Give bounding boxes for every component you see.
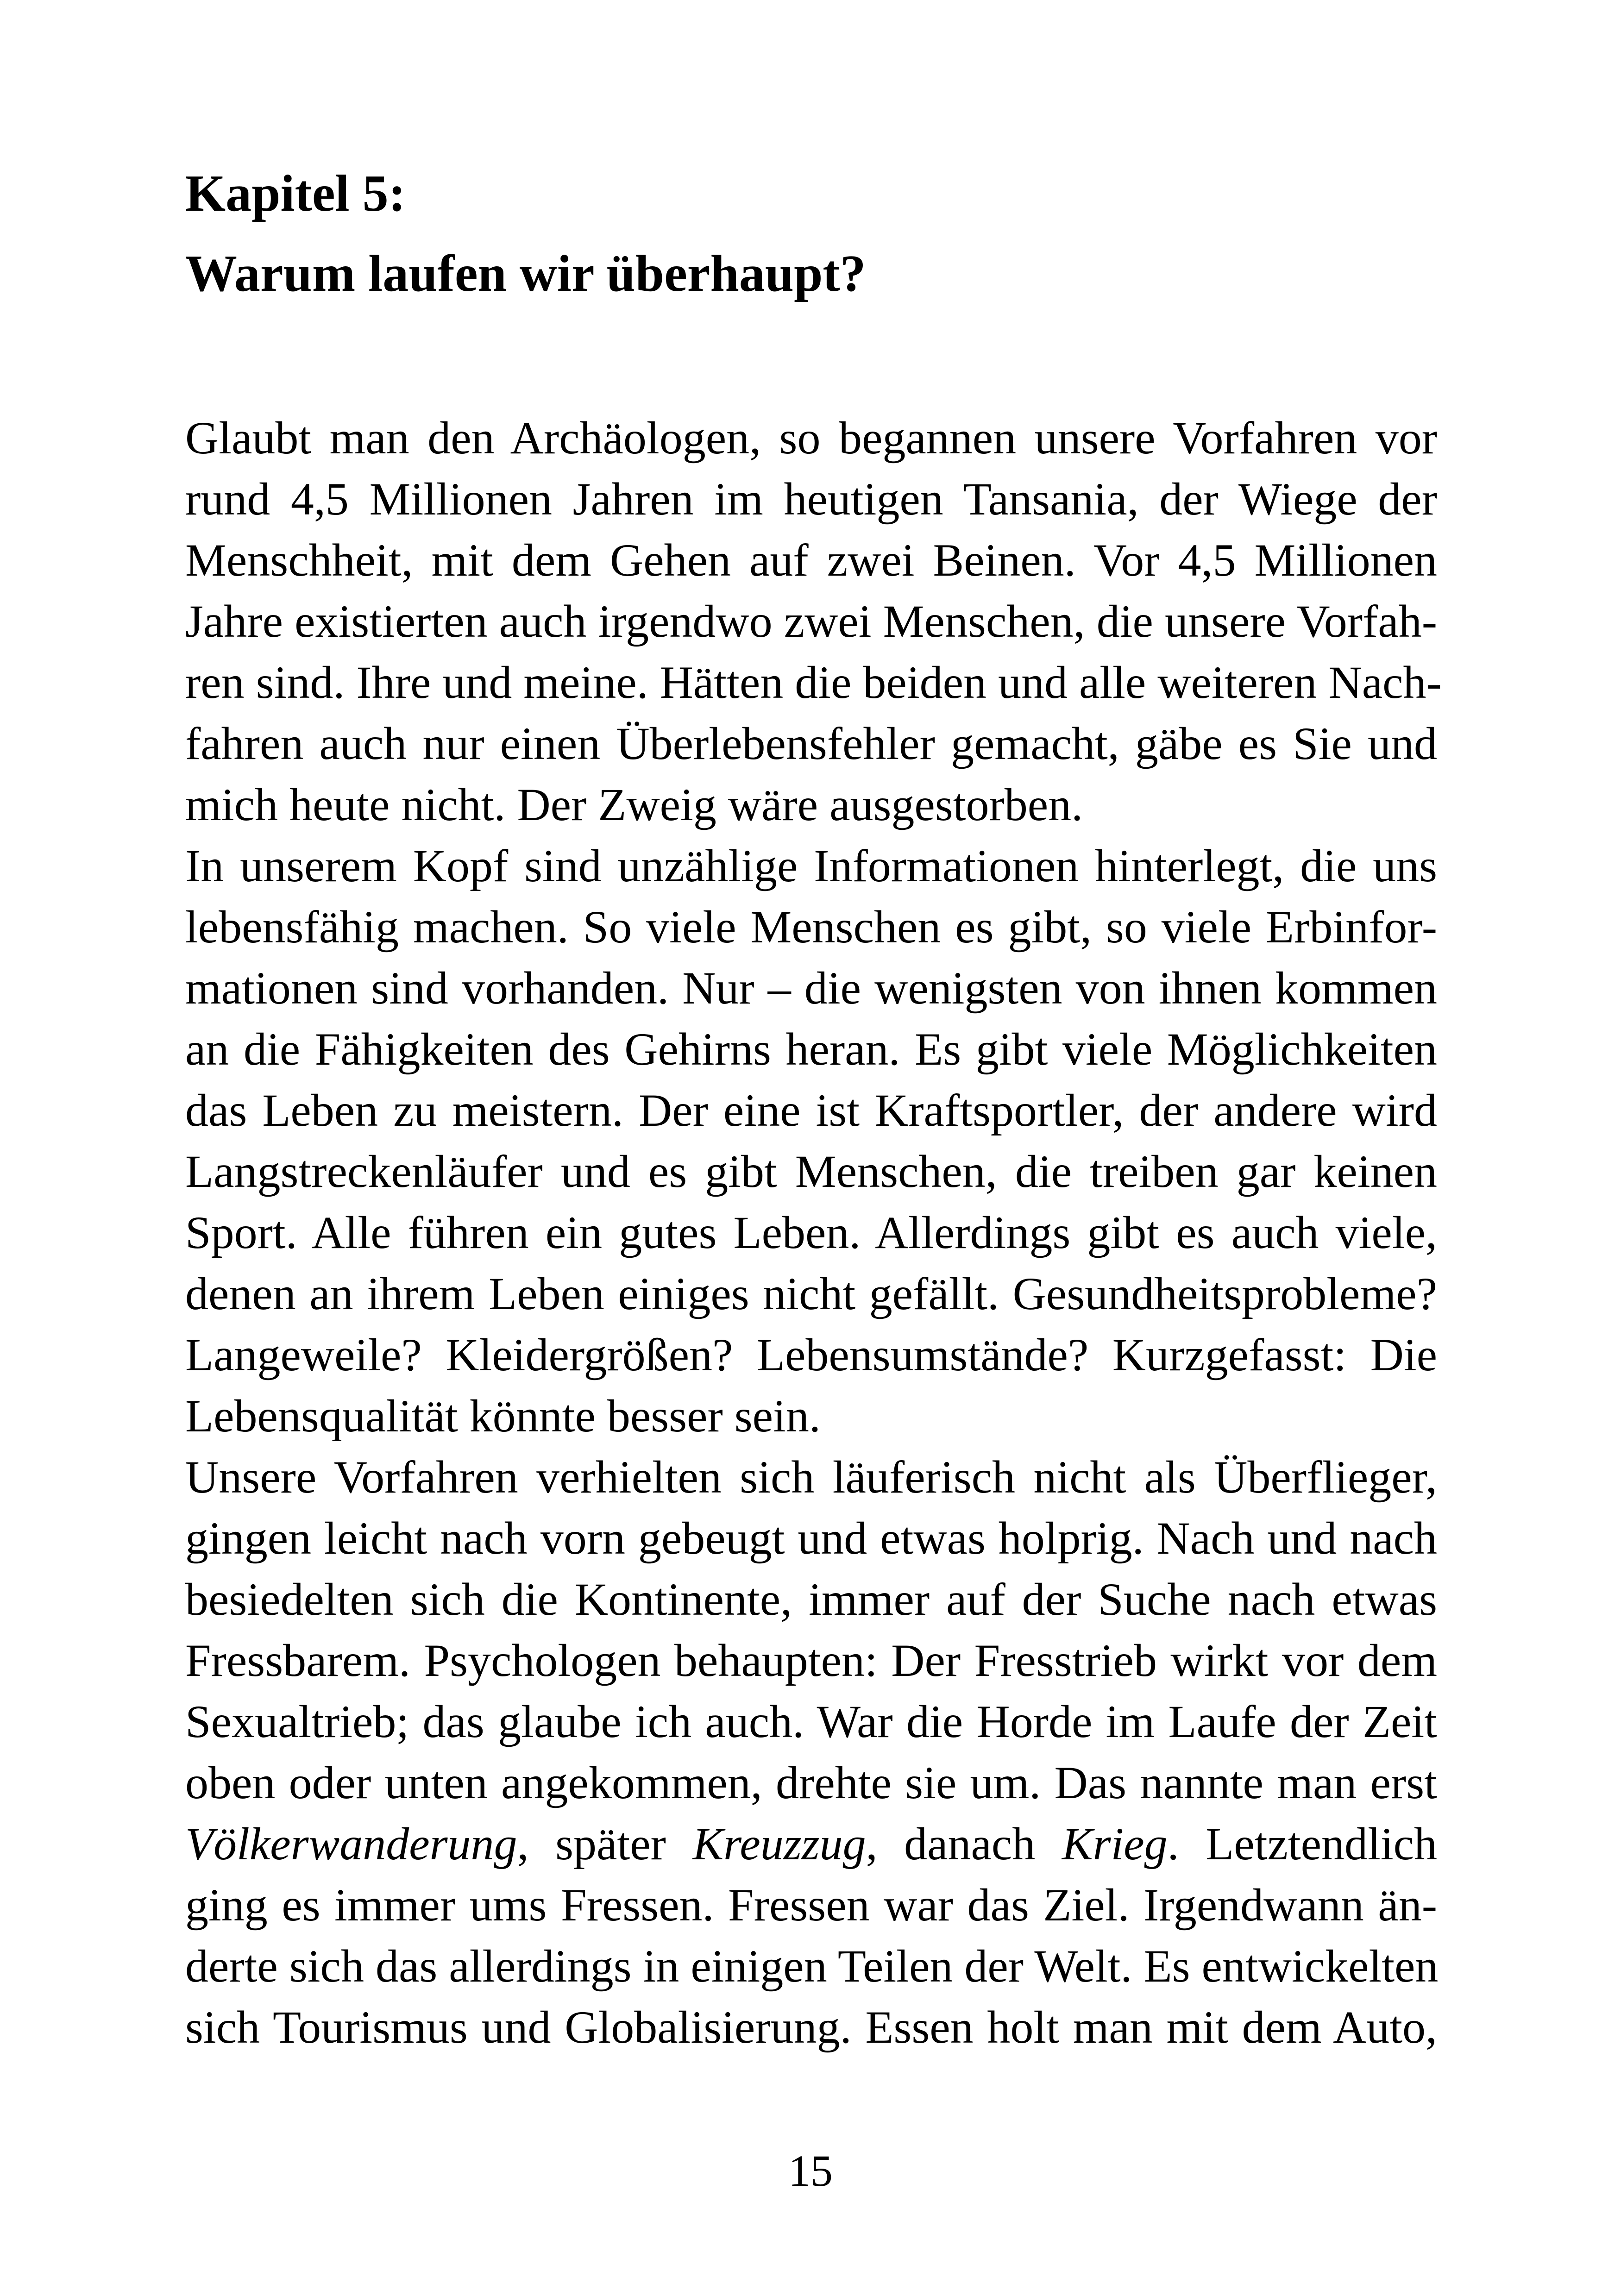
body-line: Unsere Vorfahren verhielten sich läuferisch nicht als Überflieger, [185, 1451, 1437, 1503]
body-line: Glaubt man den Archäologen, so begannen unsere Vorfahren vor [185, 412, 1437, 464]
page-number: 15 [788, 2146, 833, 2196]
body-line: Langeweile? Kleidergrößen? Lebensumstände? Kurzgefasst: Die [185, 1329, 1437, 1380]
body-line: gingen leicht nach vorn gebeugt und etwas holprig. Nach und nach [185, 1512, 1437, 1564]
emphasis-voelkerwanderung: Völkerwanderung [185, 1818, 517, 1869]
chapter-label: Kapitel 5: [185, 165, 406, 222]
body-line: ging es immer ums Fressen. Fressen war das Ziel. Irgendwann än- [185, 1879, 1437, 1931]
body-line: oben oder unten angekommen, drehte sie um. Das nannte man erst [185, 1757, 1437, 1808]
body-line: Sexualtrieb; das glaube ich auch. War die Horde im Laufe der Zeit [185, 1696, 1437, 1747]
body-line-paragraph-end: Lebensqualität könnte besser sein. [185, 1390, 821, 1442]
body-line: an die Fähigkeiten des Gehirns heran. Es gibt viele Möglichkeiten [185, 1023, 1437, 1075]
body-text-fragment: , danach [866, 1818, 1062, 1869]
body-line: Sport. Alle führen ein gutes Leben. Allerdings gibt es auch viele, [185, 1207, 1437, 1258]
chapter-title: Warum laufen wir überhaupt? [185, 245, 866, 302]
body-line: Menschheit, mit dem Gehen auf zwei Beinen. Vor 4,5 Millionen [185, 534, 1437, 586]
emphasis-krieg: Krieg [1062, 1818, 1168, 1869]
chapter-body [185, 408, 1442, 2058]
body-line: ren sind. Ihre und meine. Hätten die beiden und alle weiteren Nach- [185, 657, 1442, 708]
body-line: rund 4,5 Millionen Jahren im heutigen Tansania, der Wiege der [185, 473, 1437, 525]
body-line: denen an ihrem Leben einiges nicht gefällt. Gesundheitsprobleme? [185, 1268, 1437, 1319]
body-line-paragraph-end: mich heute nicht. Der Zweig wäre ausgestorben. [185, 779, 1083, 830]
body-line: derte sich das allerdings in einigen Teilen der Welt. Es entwickelten [185, 1940, 1439, 1992]
body-line: mationen sind vorhanden. Nur – die wenigsten von ihnen kommen [185, 962, 1437, 1014]
emphasis-kreuzzug: Kreuzzug [692, 1818, 866, 1869]
body-line: das Leben zu meistern. Der eine ist Kraftsportler, der andere wird [185, 1085, 1437, 1136]
body-line: sich Tourismus und Globalisierung. Essen holt man mit dem Auto, [185, 2001, 1437, 2053]
body-text-fragment: , später [517, 1818, 693, 1869]
body-text-fragment: . Letztendlich [1167, 1818, 1437, 1869]
body-line: In unserem Kopf sind unzählige Informationen hinterlegt, die uns [185, 840, 1437, 891]
body-line: Fressbarem. Psychologen behaupten: Der Fresstrieb wirkt vor dem [185, 1635, 1437, 1686]
body-line-with-emphasis [185, 1813, 1437, 1875]
body-line: fahren auch nur einen Überlebensfehler gemacht, gäbe es Sie und [185, 718, 1437, 769]
body-line: besiedelten sich die Kontinente, immer auf der Suche nach etwas [185, 1574, 1437, 1625]
body-line: Langstreckenläufer und es gibt Menschen, die treiben gar keinen [185, 1146, 1437, 1197]
body-line: Jahre existierten auch irgendwo zwei Menschen, die unsere Vorfah- [185, 596, 1437, 647]
body-line: lebensfähig machen. So viele Menschen es gibt, so viele Erbinfor- [185, 901, 1437, 953]
